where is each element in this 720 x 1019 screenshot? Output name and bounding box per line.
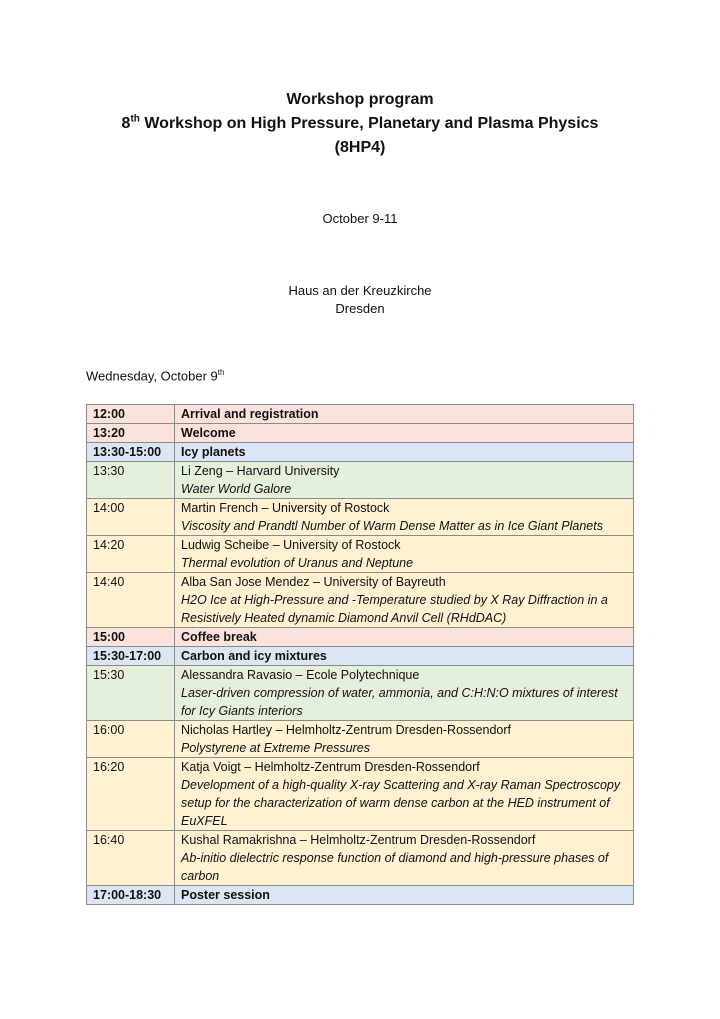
- day-label: Wednesday, October 9: [86, 368, 218, 384]
- workshop-number: 8: [121, 115, 131, 132]
- venue: [0, 282, 720, 318]
- talk-title: Polystyrene at Extreme Pressures: [181, 741, 370, 755]
- talk-row: [87, 666, 634, 721]
- time-cell: 13:30-15:00: [87, 443, 175, 462]
- session-row: [87, 405, 634, 424]
- talk-title: H2O Ice at High-Pressure and -Temperature studied by X Ray Diffraction in a Resistively Heated dynamic Diamond Anvil Cell (RHdDAC): [181, 593, 608, 625]
- venue-city: Dresden: [335, 301, 385, 316]
- title-line-1: Workshop program: [286, 91, 434, 108]
- event-cell: Arrival and registration: [175, 405, 634, 424]
- time-cell: 16:20: [87, 758, 175, 831]
- workshop-name: Workshop on High Pressure, Planetary and Plasma Physics: [139, 115, 599, 132]
- session-header-row: [87, 647, 634, 666]
- time-cell: 17:00-18:30: [87, 886, 175, 905]
- time-cell: 13:30: [87, 462, 175, 499]
- talk-speaker: Li Zeng – Harvard University: [181, 464, 340, 478]
- schedule-table: [86, 404, 634, 905]
- talk-cell: [175, 536, 634, 573]
- venue-name: Haus an der Kreuzkirche: [288, 283, 432, 298]
- title-line-3: (8HP4): [334, 139, 386, 156]
- talk-row: [87, 499, 634, 536]
- session-title-cell: Icy planets: [175, 443, 634, 462]
- time-cell: 14:40: [87, 573, 175, 628]
- talk-title: Ab-initio dielectric response function of diamond and high-pressure phases of carbon: [181, 851, 609, 883]
- talk-row: [87, 573, 634, 628]
- session-header-row: [87, 443, 634, 462]
- talk-row: [87, 721, 634, 758]
- session-header-row: [87, 886, 634, 905]
- workshop-number-suffix: th: [130, 113, 140, 125]
- talk-title: Water World Galore: [181, 482, 292, 496]
- talk-cell: [175, 462, 634, 499]
- talk-speaker: Katja Voigt – Helmholtz-Zentrum Dresden-Rossendorf: [181, 760, 480, 774]
- time-cell: 16:40: [87, 831, 175, 886]
- session-title-cell: Carbon and icy mixtures: [175, 647, 634, 666]
- day-heading: [86, 368, 224, 383]
- talk-cell: [175, 666, 634, 721]
- talk-cell: [175, 831, 634, 886]
- talk-cell: [175, 499, 634, 536]
- time-cell: 15:00: [87, 628, 175, 647]
- session-row: [87, 628, 634, 647]
- talk-title: Viscosity and Prandtl Number of Warm Dense Matter as in Ice Giant Planets: [181, 519, 603, 533]
- time-cell: 15:30-17:00: [87, 647, 175, 666]
- talk-title: Thermal evolution of Uranus and Neptune: [181, 556, 414, 570]
- talk-row: [87, 758, 634, 831]
- talk-cell: [175, 573, 634, 628]
- time-cell: 14:20: [87, 536, 175, 573]
- talk-speaker: Alessandra Ravasio – Ecole Polytechnique: [181, 668, 420, 682]
- time-cell: 16:00: [87, 721, 175, 758]
- talk-speaker: Martin French – University of Rostock: [181, 501, 390, 515]
- time-cell: 15:30: [87, 666, 175, 721]
- title-line-2: [0, 112, 720, 136]
- talk-title: Development of a high-quality X-ray Scattering and X-ray Raman Spectroscopy setup for the characterization of warm dense carbon at the HED instrument of EuXFEL: [181, 778, 621, 828]
- talk-title: Laser-driven compression of water, ammonia, and C:H:N:O mixtures of interest for Icy Giants interiors: [181, 686, 618, 718]
- workshop-dates: October 9-11: [322, 211, 398, 226]
- time-cell: 14:00: [87, 499, 175, 536]
- time-cell: 13:20: [87, 424, 175, 443]
- talk-row: [87, 462, 634, 499]
- session-title-cell: Poster session: [175, 886, 634, 905]
- session-row: [87, 424, 634, 443]
- talk-speaker: Ludwig Scheibe – University of Rostock: [181, 538, 401, 552]
- talk-speaker: Nicholas Hartley – Helmholtz-Zentrum Dresden-Rossendorf: [181, 723, 511, 737]
- time-cell: 12:00: [87, 405, 175, 424]
- day-label-suffix: th: [217, 368, 225, 377]
- talk-speaker: Alba San Jose Mendez – University of Bayreuth: [181, 575, 446, 589]
- talk-cell: [175, 721, 634, 758]
- program-title: [0, 88, 720, 160]
- talk-row: [87, 536, 634, 573]
- event-cell: Welcome: [175, 424, 634, 443]
- event-cell: Coffee break: [175, 628, 634, 647]
- talk-cell: [175, 758, 634, 831]
- talk-row: [87, 831, 634, 886]
- talk-speaker: Kushal Ramakrishna – Helmholtz-Zentrum Dresden-Rossendorf: [181, 833, 536, 847]
